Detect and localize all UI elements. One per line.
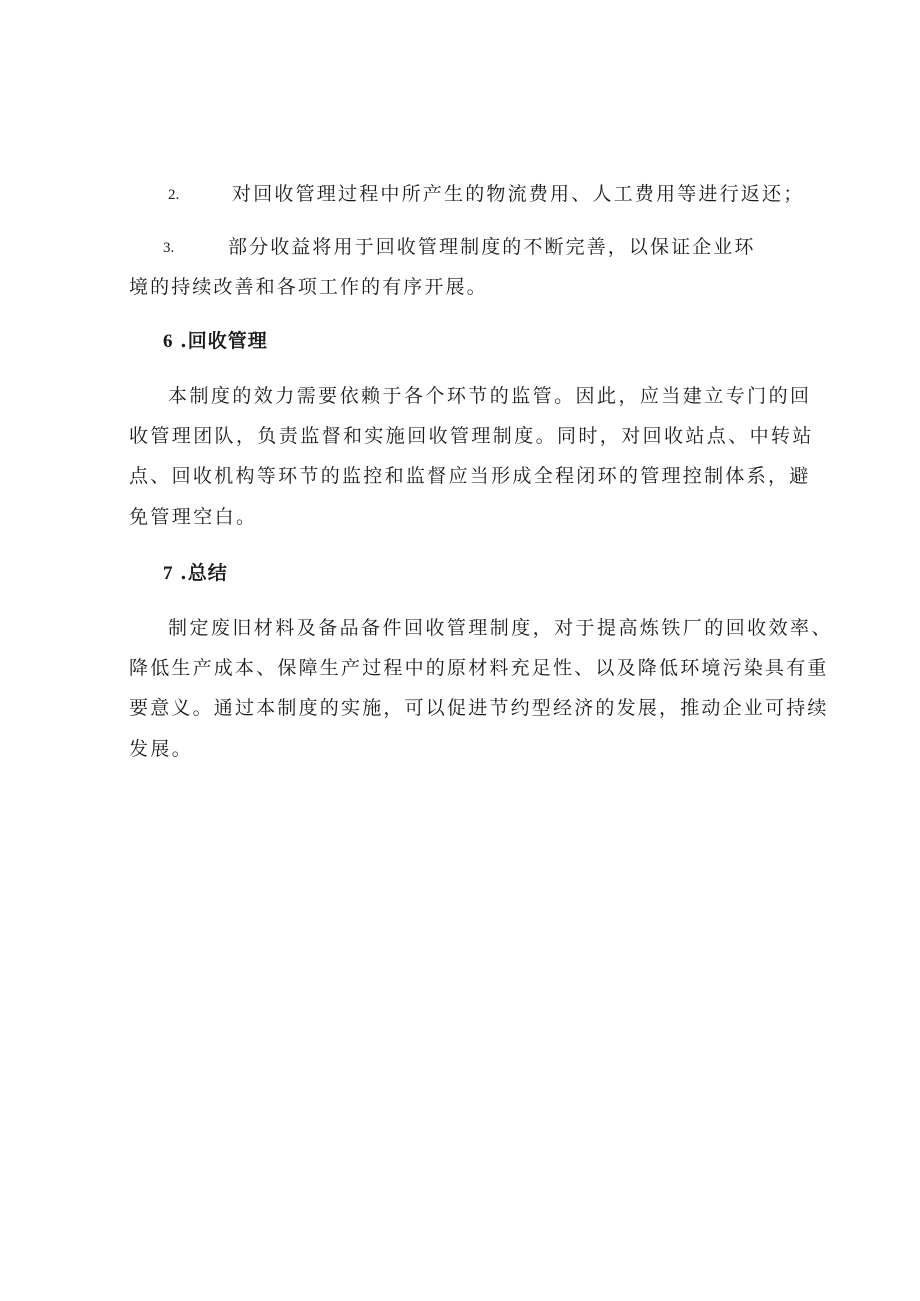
paragraph-line: 点、回收机构等环节的监控和监督应当形成全程闭环的管理控制体系，避: [129, 465, 811, 487]
paragraph-line: 制定废旧材料及备品备件回收管理制度，对于提高炼铁厂的回收效率、: [168, 617, 833, 639]
paragraph-line: 要意义。通过本制度的实施，可以促进节约型经济的发展，推动企业可持续: [129, 697, 829, 719]
paragraph-line: 降低生产成本、保障生产过程中的原材料充足性、以及降低环境污染具有重: [129, 657, 829, 679]
list-item-number: 3.: [163, 240, 175, 256]
list-item-text: 部分收益将用于回收管理制度的不断完善，以保证企业环: [228, 236, 756, 258]
section-title: .总结: [180, 562, 228, 584]
list-item-text: 对回收管理过程中所产生的物流费用、人工费用等进行返还；: [232, 183, 805, 205]
section-heading: [163, 329, 268, 354]
paragraph-line: 发展。: [129, 738, 194, 760]
list-item-text-continued: 境的持续改善和各项工作的有序开展。: [129, 276, 488, 298]
list-item-number: 2.: [168, 187, 180, 203]
paragraph-line: 本制度的效力需要依赖于各个环节的监管。因此，应当建立专门的回: [168, 385, 812, 407]
section-heading: [163, 561, 228, 586]
section-number: 7: [163, 563, 173, 584]
section-title: .回收管理: [180, 330, 268, 352]
paragraph-line: 收管理团队，负责监督和实施回收管理制度。同时，对回收站点、中转站: [129, 425, 814, 447]
paragraph-line: 免管理空白。: [129, 506, 258, 528]
section-number: 6: [163, 331, 173, 352]
